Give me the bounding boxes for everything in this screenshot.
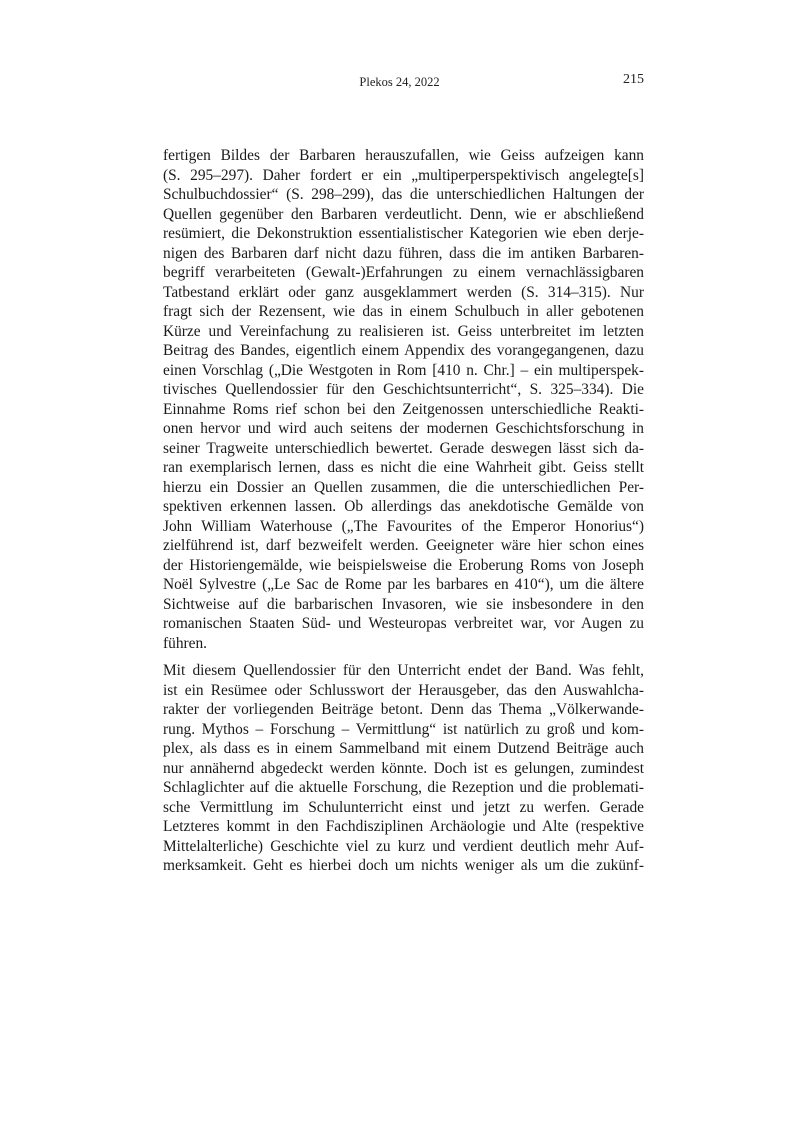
- text-line: Sichtweise auf die barbarischen Invasoren, wie sie insbesondere in den: [163, 595, 644, 613]
- text-line: Quellen gegenüber den Barbaren verdeutlicht. Denn, wie er abschließend: [163, 205, 644, 223]
- body-text: [163, 146, 644, 876]
- text-line: tivisches Quellendossier für den Geschichtsunterricht“, S. 325–334). Die: [163, 381, 644, 398]
- text-line: Schulbuchdossier“ (S. 298–299), das die unterschiedlichen Haltungen der: [163, 186, 644, 203]
- text-line: Schlaglichter auf die aktuelle Forschung, die Rezeption und die problemati-: [163, 779, 644, 796]
- text-line: Tatbestand erklärt oder ganz ausgeklammert werden (S. 314–315). Nur: [163, 283, 644, 301]
- text-line: hierzu ein Dossier an Quellen zusammen, die die unterschiedlichen Per-: [163, 478, 644, 496]
- paragraph-1: [163, 146, 644, 653]
- text-line: Beitrag des Bandes, eigentlich einem Appendix des vorangegangenen, dazu: [163, 342, 644, 359]
- text-line: Noël Sylvestre („Le Sac de Rome par les barbares en 410“), um die ältere: [163, 576, 644, 593]
- text-line: der Historiengemälde, wie beispielsweise die Eroberung Roms von Joseph: [163, 556, 644, 574]
- text-line: romanischen Staaten Süd- und Westeuropas verbreitet war, vor Augen zu: [163, 615, 644, 632]
- text-line: begriff verarbeiteten (Gewalt-)Erfahrungen zu einem vernachlässigbaren: [163, 264, 644, 281]
- text-line: onen hervor und wird auch seitens der modernen Geschichtsforschung in: [163, 420, 644, 437]
- text-line: fertigen Bildes der Barbaren herauszufallen, wie Geiss aufzeigen kann: [163, 147, 644, 164]
- text-line: nigen des Barbaren darf nicht dazu führen, dass die im antiken Barbaren-: [163, 244, 644, 262]
- text-line: Letzteres kommt in den Fachdisziplinen Archäologie und Alte (respektive: [163, 818, 644, 835]
- text-line: fragt sich der Rezensent, wie das in einem Schulbuch in aller gebotenen: [163, 303, 644, 320]
- text-line: plex, als dass es in einem Sammelband mit einem Dutzend Beiträge auch: [163, 740, 644, 757]
- text-line: einen Vorschlag („Die Westgoten in Rom [410 n. Chr.] – ein multiperspek-: [163, 361, 644, 379]
- text-line: nur annähernd abgedeckt werden könnte. Doch ist es gelungen, zumindest: [163, 759, 644, 777]
- text-line: resümiert, die Dekonstruktion essentialistischer Kategorien wie eben derje-: [163, 225, 644, 242]
- text-line: John William Waterhouse („The Favourites of the Emperor Honorius“): [163, 517, 644, 535]
- text-line: Einnahme Roms rief schon bei den Zeitgenossen unterschiedliche Reakti-: [163, 400, 644, 418]
- text-line: Mittelalterliche) Geschichte viel zu kurz und verdient deutlich mehr Auf-: [163, 837, 644, 855]
- text-line: (S. 295–297). Daher fordert er ein „multiperperspektivisch angelegte[s]: [163, 166, 644, 184]
- text-line: seiner Tragweite unterschiedlich bewertet. Gerade deswegen lässt sich da-: [163, 439, 644, 457]
- text-line: führen.: [163, 634, 208, 652]
- page-number: 215: [623, 72, 644, 87]
- text-line: rakter der vorliegenden Beiträge betont. Denn das Thema „Völkerwande-: [163, 701, 644, 718]
- text-line: Kürze und Vereinfachung zu realisieren ist. Geiss unterbreitet im letzten: [163, 322, 644, 340]
- journal-citation: Plekos 24, 2022: [359, 75, 440, 89]
- text-line: spektiven erkennen lassen. Ob allerdings das anekdotische Gemälde von: [163, 498, 644, 515]
- text-line: rung. Mythos – Forschung – Vermittlung“ ist natürlich zu groß und kom-: [163, 720, 644, 738]
- text-line: sche Vermittlung im Schulunterricht einst und jetzt zu werfen. Gerade: [163, 798, 644, 816]
- running-head: [0, 72, 799, 92]
- text-line: zielführend ist, darf bezweifelt werden. Geeigneter wäre hier schon eines: [163, 537, 644, 554]
- text-line: merksamkeit. Geht es hierbei doch um nichts weniger als um die zukünf-: [163, 857, 644, 874]
- text-line: Mit diesem Quellendossier für den Unterricht endet der Band. Was fehlt,: [163, 662, 644, 679]
- paragraph-2: [163, 661, 644, 876]
- text-line: ist ein Resümee oder Schlusswort der Herausgeber, das den Auswahlcha-: [163, 681, 644, 699]
- text-line: ran exemplarisch lernen, dass es nicht die eine Wahrheit gibt. Geiss stellt: [163, 459, 644, 476]
